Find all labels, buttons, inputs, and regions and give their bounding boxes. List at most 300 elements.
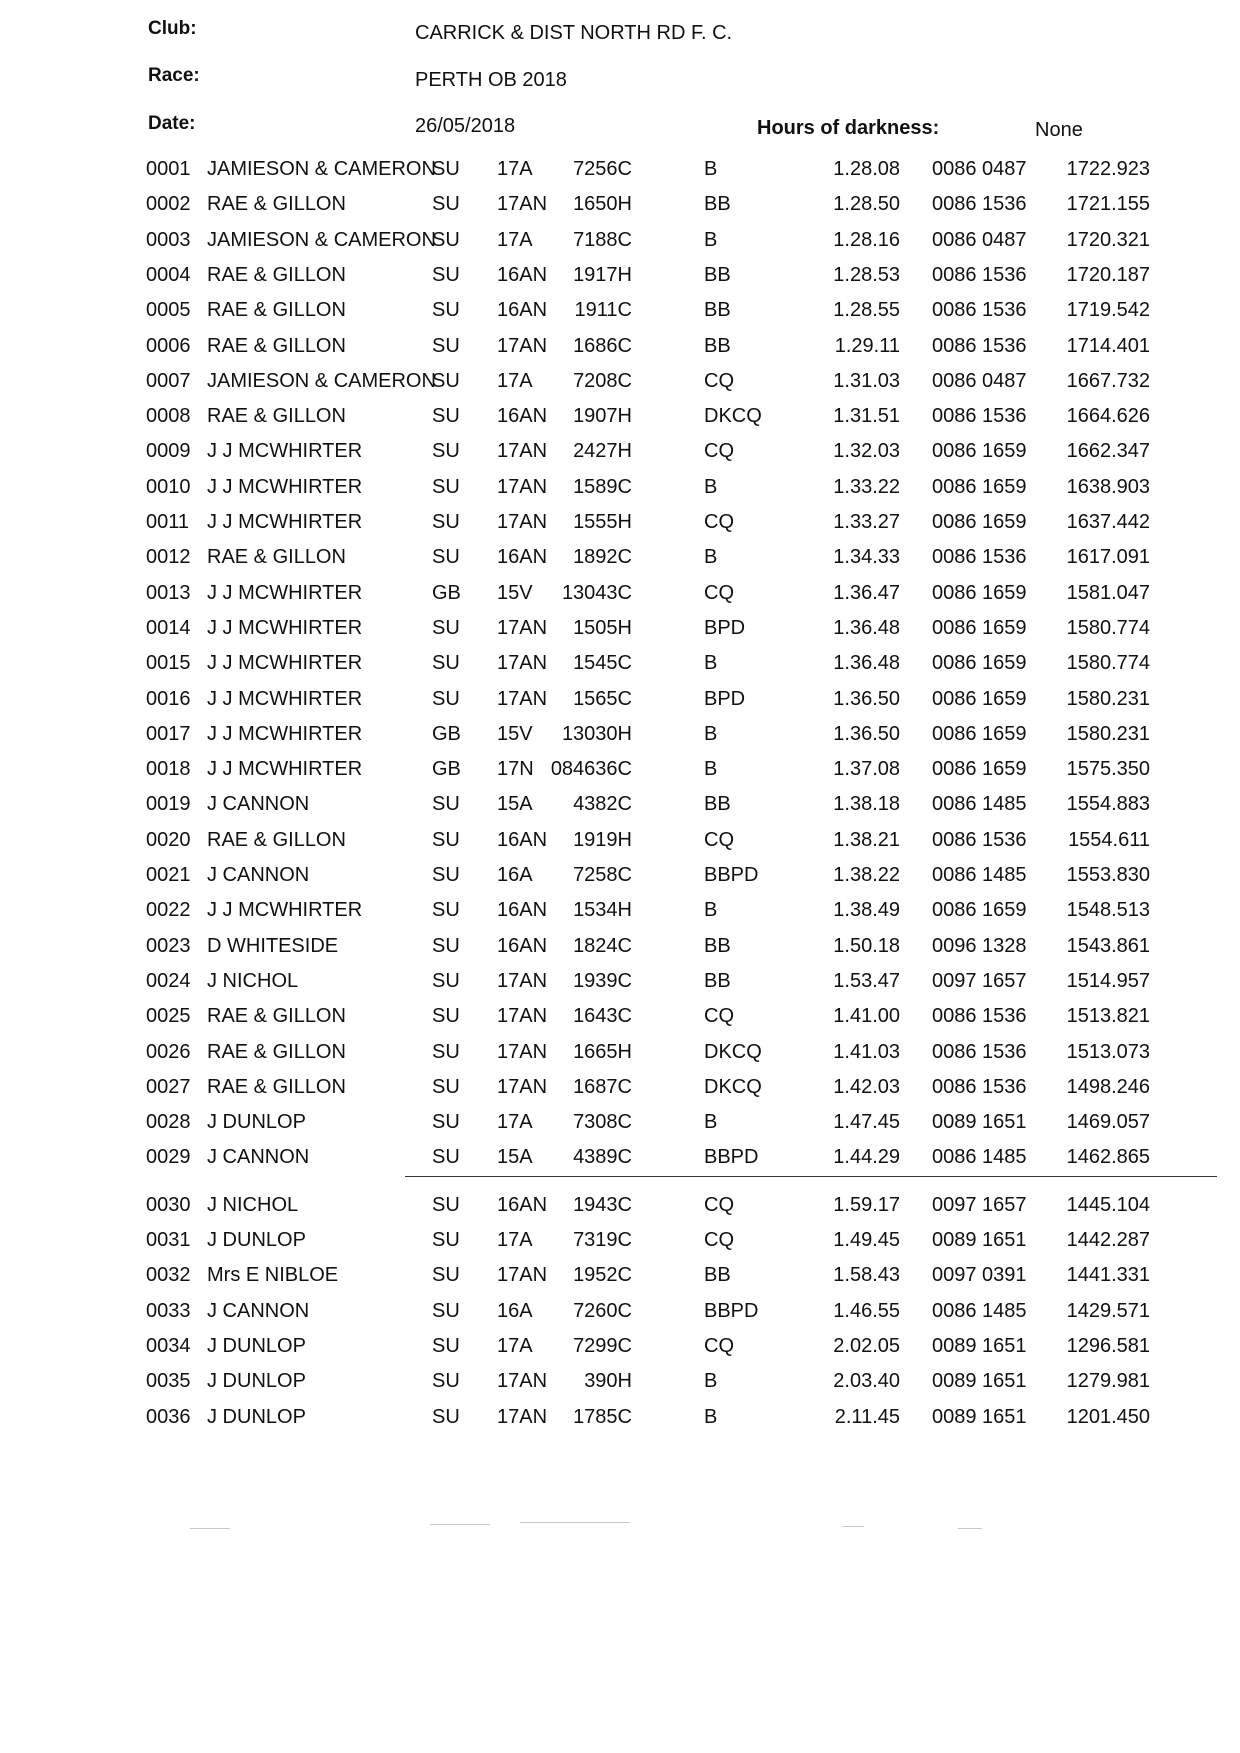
- member-name: D WHITESIDE: [207, 934, 339, 957]
- colour: BBPD: [704, 864, 759, 886]
- position: 0035: [146, 1370, 191, 1393]
- flying-time: 1.28.50: [833, 193, 900, 216]
- ring-year: 17A: [497, 369, 533, 392]
- table-row: [0, 723, 1240, 753]
- flying-time: 1.38.21: [833, 828, 900, 851]
- colour: BB: [704, 263, 731, 286]
- flying-time: 1.33.22: [833, 475, 900, 498]
- position: 0029: [146, 1146, 191, 1169]
- ring-number: 1892C: [573, 546, 632, 569]
- ring-year: 17AN: [497, 475, 548, 498]
- ring-year: 16AN: [497, 546, 548, 569]
- colour: CQ: [704, 511, 734, 533]
- ring-country: SU: [432, 158, 460, 180]
- member-name: RAE & GILLON: [207, 1075, 346, 1098]
- member-name: J CANNON: [207, 864, 310, 886]
- velocity: 1638.903: [1066, 475, 1150, 498]
- table-row: [0, 1335, 1240, 1365]
- ring-country: SU: [432, 405, 460, 428]
- colour: BB: [704, 193, 731, 216]
- velocity: 1721.155: [1066, 193, 1150, 216]
- ring-country: GB: [432, 722, 461, 745]
- velocity: 1637.442: [1066, 511, 1150, 533]
- member-name: RAE & GILLON: [207, 1005, 346, 1028]
- race-label: Race:: [148, 65, 200, 86]
- colour: B: [704, 158, 718, 180]
- ring-number: 7258C: [573, 864, 632, 886]
- flying-time: 1.53.47: [833, 969, 900, 992]
- table-row: [0, 193, 1240, 223]
- distance: 0086 1485: [932, 1299, 1027, 1322]
- ring-year: 17A: [497, 228, 533, 251]
- velocity: 1722.923: [1066, 158, 1150, 180]
- table-row: [0, 1076, 1240, 1106]
- ring-country: SU: [432, 263, 460, 286]
- flying-time: 1.58.43: [833, 1264, 900, 1287]
- ring-year: 17AN: [497, 1405, 548, 1428]
- position: 0010: [146, 475, 191, 498]
- ring-country: SU: [432, 652, 460, 675]
- member-name: J J MCWHIRTER: [207, 616, 363, 639]
- ring-year: 17A: [497, 158, 533, 180]
- colour: B: [704, 228, 718, 251]
- ring-year: 17AN: [497, 1264, 548, 1287]
- distance: 0089 1651: [932, 1334, 1027, 1357]
- flying-time: 1.47.45: [833, 1111, 900, 1134]
- flying-time: 1.36.50: [833, 687, 900, 710]
- flying-time: 1.28.55: [833, 299, 900, 322]
- ring-year: 15V: [497, 581, 533, 604]
- ring-number: 1643C: [573, 1005, 632, 1028]
- colour: BPD: [704, 616, 746, 639]
- ring-country: SU: [432, 969, 460, 992]
- distance: 0086 1536: [932, 1005, 1027, 1028]
- position: 0006: [146, 334, 191, 357]
- colour: BBPD: [704, 1299, 759, 1322]
- ring-year: 17AN: [497, 969, 548, 992]
- flying-time: 1.42.03: [833, 1075, 900, 1098]
- ring-number: 7319C: [573, 1229, 632, 1251]
- position: 0012: [146, 546, 191, 569]
- ring-number: 084636C: [550, 758, 632, 781]
- velocity: 1543.861: [1066, 934, 1150, 957]
- ring-number: 1565C: [573, 687, 632, 710]
- distance: 0086 1659: [932, 899, 1027, 922]
- distance: 0097 0391: [932, 1264, 1027, 1287]
- ring-number: 1686C: [573, 334, 632, 357]
- colour: BB: [704, 969, 731, 992]
- member-name: JAMIESON & CAMERON: [207, 369, 436, 392]
- ring-year: 17A: [497, 1229, 533, 1251]
- member-name: J J MCWHIRTER: [207, 899, 363, 922]
- ring-country: SU: [432, 546, 460, 569]
- colour: DKCQ: [704, 1075, 762, 1098]
- flying-time: 1.50.18: [833, 934, 900, 957]
- table-row: [0, 405, 1240, 435]
- velocity: 1442.287: [1066, 1229, 1150, 1251]
- ring-country: SU: [432, 864, 460, 886]
- member-name: J J MCWHIRTER: [207, 440, 363, 463]
- velocity: 1279.981: [1066, 1370, 1150, 1393]
- ring-year: 15A: [497, 793, 533, 816]
- colour: B: [704, 722, 718, 745]
- distance: 0086 1659: [932, 581, 1027, 604]
- member-name: JAMIESON & CAMERON: [207, 228, 436, 251]
- distance: 0086 0487: [932, 158, 1027, 180]
- ring-year: 17A: [497, 1111, 533, 1134]
- ring-number: 1665H: [573, 1040, 632, 1063]
- ring-year: 17AN: [497, 440, 548, 463]
- table-row: [0, 1194, 1240, 1224]
- table-row: [0, 758, 1240, 788]
- position: 0015: [146, 652, 191, 675]
- flying-time: 1.29.11: [834, 334, 900, 357]
- ring-year: 16AN: [497, 1193, 548, 1216]
- ring-year: 17AN: [497, 1040, 548, 1063]
- ring-number: 7188C: [573, 228, 632, 251]
- ring-country: SU: [432, 1005, 460, 1028]
- velocity: 1553.830: [1066, 864, 1150, 886]
- colour: BB: [704, 1264, 731, 1287]
- distance: 0096 1328: [932, 934, 1027, 957]
- member-name: RAE & GILLON: [207, 405, 346, 428]
- velocity: 1498.246: [1066, 1075, 1150, 1098]
- position: 0027: [146, 1075, 191, 1098]
- ring-year: 16AN: [497, 263, 548, 286]
- flying-time: 1.28.08: [833, 158, 900, 180]
- flying-time: 1.38.49: [833, 899, 900, 922]
- table-row: [0, 299, 1240, 329]
- table-row: [0, 899, 1240, 929]
- flying-time: 1.36.47: [833, 581, 900, 604]
- member-name: Mrs E NIBLOE: [207, 1264, 339, 1287]
- distance: 0086 1485: [932, 864, 1027, 886]
- position: 0022: [146, 899, 191, 922]
- velocity: 1462.865: [1066, 1146, 1150, 1169]
- ring-country: SU: [432, 793, 460, 816]
- table-row: [0, 864, 1240, 894]
- ring-country: SU: [432, 1075, 460, 1098]
- ring-year: 17A: [497, 1334, 533, 1357]
- ring-country: SU: [432, 1111, 460, 1134]
- ring-number: 1589C: [573, 475, 632, 498]
- ring-number: 7208C: [573, 369, 632, 392]
- ring-number: 1555H: [573, 511, 632, 533]
- table-row: [0, 793, 1240, 823]
- velocity: 1719.542: [1066, 299, 1150, 322]
- colour: B: [704, 899, 718, 922]
- ring-number: 1917H: [573, 263, 632, 286]
- table-row: [0, 652, 1240, 682]
- colour: B: [704, 652, 718, 675]
- ring-country: GB: [432, 581, 461, 604]
- position: 0016: [146, 687, 191, 710]
- distance: 0089 1651: [932, 1229, 1027, 1251]
- member-name: J NICHOL: [207, 969, 299, 992]
- table-row: [0, 829, 1240, 859]
- ring-country: SU: [432, 193, 460, 216]
- flying-time: 1.59.17: [833, 1193, 900, 1216]
- colour: BB: [704, 934, 731, 957]
- velocity: 1201.450: [1066, 1405, 1150, 1428]
- ring-year: 16AN: [497, 828, 548, 851]
- table-row: [0, 1146, 1240, 1176]
- ring-country: SU: [432, 1229, 460, 1251]
- position: 0009: [146, 440, 191, 463]
- flying-time: 1.28.16: [833, 228, 900, 251]
- position: 0005: [146, 299, 191, 322]
- table-row: [0, 229, 1240, 259]
- member-name: J J MCWHIRTER: [207, 581, 363, 604]
- ring-country: SU: [432, 828, 460, 851]
- table-row: [0, 476, 1240, 506]
- member-name: RAE & GILLON: [207, 546, 346, 569]
- table-row: [0, 370, 1240, 400]
- position: 0026: [146, 1040, 191, 1063]
- position: 0025: [146, 1005, 191, 1028]
- position: 0008: [146, 405, 191, 428]
- table-row: [0, 1005, 1240, 1035]
- ring-number: 1534H: [573, 899, 632, 922]
- position: 0033: [146, 1299, 191, 1322]
- scan-mark: [520, 1522, 630, 1523]
- position: 0028: [146, 1111, 191, 1134]
- member-name: RAE & GILLON: [207, 828, 346, 851]
- distance: 0086 1536: [932, 1040, 1027, 1063]
- member-name: JAMIESON & CAMERON: [207, 158, 436, 180]
- position: 0011: [146, 511, 190, 533]
- velocity: 1554.883: [1066, 793, 1150, 816]
- table-row: [0, 440, 1240, 470]
- velocity: 1581.047: [1066, 581, 1150, 604]
- colour: CQ: [704, 1229, 734, 1251]
- colour: BBPD: [704, 1146, 759, 1169]
- distance: 0086 1536: [932, 546, 1027, 569]
- flying-time: 1.41.00: [833, 1005, 900, 1028]
- table-row: [0, 970, 1240, 1000]
- club-label: Club:: [148, 18, 197, 39]
- member-name: RAE & GILLON: [207, 1040, 346, 1063]
- distance: 0086 0487: [932, 369, 1027, 392]
- colour: CQ: [704, 1005, 734, 1028]
- ring-number: 4382C: [573, 793, 632, 816]
- velocity: 1575.350: [1066, 758, 1150, 781]
- member-name: RAE & GILLON: [207, 193, 346, 216]
- ring-country: SU: [432, 1370, 460, 1393]
- club-name: CARRICK & DIST NORTH RD F. C.: [415, 22, 733, 44]
- colour: DKCQ: [704, 1040, 762, 1063]
- distance: 0086 0487: [932, 228, 1027, 251]
- colour: CQ: [704, 440, 734, 463]
- member-name: J NICHOL: [207, 1193, 299, 1216]
- velocity: 1548.513: [1066, 899, 1150, 922]
- ring-number: 13030H: [561, 722, 632, 745]
- distance: 0086 1536: [932, 299, 1027, 322]
- colour: B: [704, 1111, 718, 1134]
- ring-number: 13043C: [561, 581, 632, 604]
- colour: B: [704, 1370, 718, 1393]
- velocity: 1714.401: [1066, 334, 1150, 357]
- member-name: J J MCWHIRTER: [207, 652, 363, 675]
- table-row: [0, 935, 1240, 965]
- distance: 0086 1659: [932, 687, 1027, 710]
- member-name: J DUNLOP: [207, 1229, 306, 1251]
- distance: 0086 1485: [932, 793, 1027, 816]
- ring-country: SU: [432, 440, 460, 463]
- position: 0017: [146, 722, 191, 745]
- colour: CQ: [704, 369, 734, 392]
- position: 0020: [146, 828, 191, 851]
- ring-country: SU: [432, 334, 460, 357]
- distance: 0086 1659: [932, 616, 1027, 639]
- ring-number: 1939C: [573, 969, 632, 992]
- ring-year: 17AN: [497, 1075, 548, 1098]
- table-row: [0, 1370, 1240, 1400]
- position: 0018: [146, 758, 191, 781]
- flying-time: 1.28.53: [833, 263, 900, 286]
- distance: 0086 1659: [932, 440, 1027, 463]
- table-row: [0, 511, 1240, 541]
- scan-mark: [958, 1528, 982, 1529]
- flying-time: 1.46.55: [833, 1299, 900, 1322]
- colour: CQ: [704, 1193, 734, 1216]
- position: 0031: [146, 1229, 191, 1251]
- section-divider: [405, 1176, 1217, 1177]
- velocity: 1580.774: [1066, 652, 1150, 675]
- colour: CQ: [704, 1334, 734, 1357]
- distance: 0086 1659: [932, 758, 1027, 781]
- colour: B: [704, 546, 718, 569]
- distance: 0086 1485: [932, 1146, 1027, 1169]
- table-row: [0, 1264, 1240, 1294]
- ring-year: 15A: [497, 1146, 533, 1169]
- ring-country: SU: [432, 475, 460, 498]
- ring-number: 1545C: [573, 652, 632, 675]
- race-name: PERTH OB 2018: [415, 69, 567, 91]
- flying-time: 1.38.18: [833, 793, 900, 816]
- velocity: 1580.774: [1066, 616, 1150, 639]
- member-name: J CANNON: [207, 793, 310, 816]
- ring-year: 17N: [497, 758, 534, 781]
- velocity: 1720.187: [1066, 263, 1150, 286]
- velocity: 1441.331: [1066, 1264, 1150, 1287]
- flying-time: 2.03.40: [833, 1370, 900, 1393]
- flying-time: 2.11.45: [834, 1405, 900, 1428]
- member-name: J CANNON: [207, 1146, 310, 1169]
- velocity: 1662.347: [1066, 440, 1150, 463]
- hours-of-darkness-value: None: [1035, 119, 1083, 141]
- distance: 0086 1659: [932, 475, 1027, 498]
- colour: BPD: [704, 687, 746, 710]
- member-name: J J MCWHIRTER: [207, 722, 363, 745]
- ring-year: 17AN: [497, 511, 548, 533]
- table-row: [0, 617, 1240, 647]
- member-name: J DUNLOP: [207, 1405, 306, 1428]
- ring-number: 1919H: [573, 828, 632, 851]
- member-name: RAE & GILLON: [207, 263, 346, 286]
- ring-year: 16AN: [497, 899, 548, 922]
- colour: B: [704, 475, 718, 498]
- flying-time: 1.36.48: [833, 652, 900, 675]
- ring-country: SU: [432, 616, 460, 639]
- ring-year: 16A: [497, 864, 533, 886]
- ring-country: SU: [432, 369, 460, 392]
- table-row: [0, 1406, 1240, 1436]
- flying-time: 1.34.33: [833, 546, 900, 569]
- ring-country: SU: [432, 1040, 460, 1063]
- ring-year: 17AN: [497, 193, 548, 216]
- velocity: 1513.073: [1066, 1040, 1150, 1063]
- ring-number: 1907H: [573, 405, 632, 428]
- member-name: J DUNLOP: [207, 1334, 306, 1357]
- velocity: 1720.321: [1066, 228, 1150, 251]
- ring-year: 17AN: [497, 1370, 548, 1393]
- ring-number: 1650H: [573, 193, 632, 216]
- ring-year: 17AN: [497, 1005, 548, 1028]
- ring-country: SU: [432, 1405, 460, 1428]
- velocity: 1667.732: [1066, 369, 1150, 392]
- hours-of-darkness-label: Hours of darkness:: [757, 117, 940, 139]
- distance: 0097 1657: [932, 1193, 1027, 1216]
- ring-year: 16AN: [497, 405, 548, 428]
- table-row: [0, 1300, 1240, 1330]
- member-name: RAE & GILLON: [207, 334, 346, 357]
- member-name: J CANNON: [207, 1299, 310, 1322]
- ring-country: SU: [432, 228, 460, 251]
- scan-mark: [190, 1528, 230, 1529]
- ring-country: SU: [432, 934, 460, 957]
- table-row: [0, 688, 1240, 718]
- ring-number: 1687C: [573, 1075, 632, 1098]
- ring-number: 1505H: [573, 616, 632, 639]
- velocity: 1514.957: [1066, 969, 1150, 992]
- position: 0032: [146, 1264, 191, 1287]
- velocity: 1429.571: [1066, 1299, 1150, 1322]
- ring-number: 2427H: [573, 440, 632, 463]
- member-name: J J MCWHIRTER: [207, 511, 363, 533]
- ring-number: 1785C: [573, 1405, 632, 1428]
- ring-number: 1952C: [573, 1264, 632, 1287]
- colour: DKCQ: [704, 405, 762, 428]
- ring-number: 7256C: [573, 158, 632, 180]
- ring-country: SU: [432, 511, 460, 533]
- distance: 0086 1536: [932, 263, 1027, 286]
- flying-time: 1.31.51: [833, 405, 900, 428]
- ring-number: 7308C: [573, 1111, 632, 1134]
- ring-country: SU: [432, 299, 460, 322]
- scan-mark: [842, 1526, 864, 1527]
- flying-time: 1.33.27: [833, 511, 900, 533]
- flying-time: 1.36.50: [833, 722, 900, 745]
- ring-country: SU: [432, 1299, 460, 1322]
- velocity: 1664.626: [1066, 405, 1150, 428]
- ring-number: 1824C: [573, 934, 632, 957]
- distance: 0086 1536: [932, 193, 1027, 216]
- colour: B: [704, 1405, 718, 1428]
- ring-country: SU: [432, 1146, 460, 1169]
- position: 0003: [146, 228, 191, 251]
- position: 0023: [146, 934, 191, 957]
- distance: 0086 1536: [932, 334, 1027, 357]
- flying-time: 1.49.45: [833, 1229, 900, 1251]
- distance: 0086 1536: [932, 405, 1027, 428]
- distance: 0097 1657: [932, 969, 1027, 992]
- race-date: 26/05/2018: [415, 115, 516, 137]
- ring-country: GB: [432, 758, 461, 781]
- position: 0036: [146, 1405, 191, 1428]
- colour: CQ: [704, 581, 734, 604]
- table-row: [0, 335, 1240, 365]
